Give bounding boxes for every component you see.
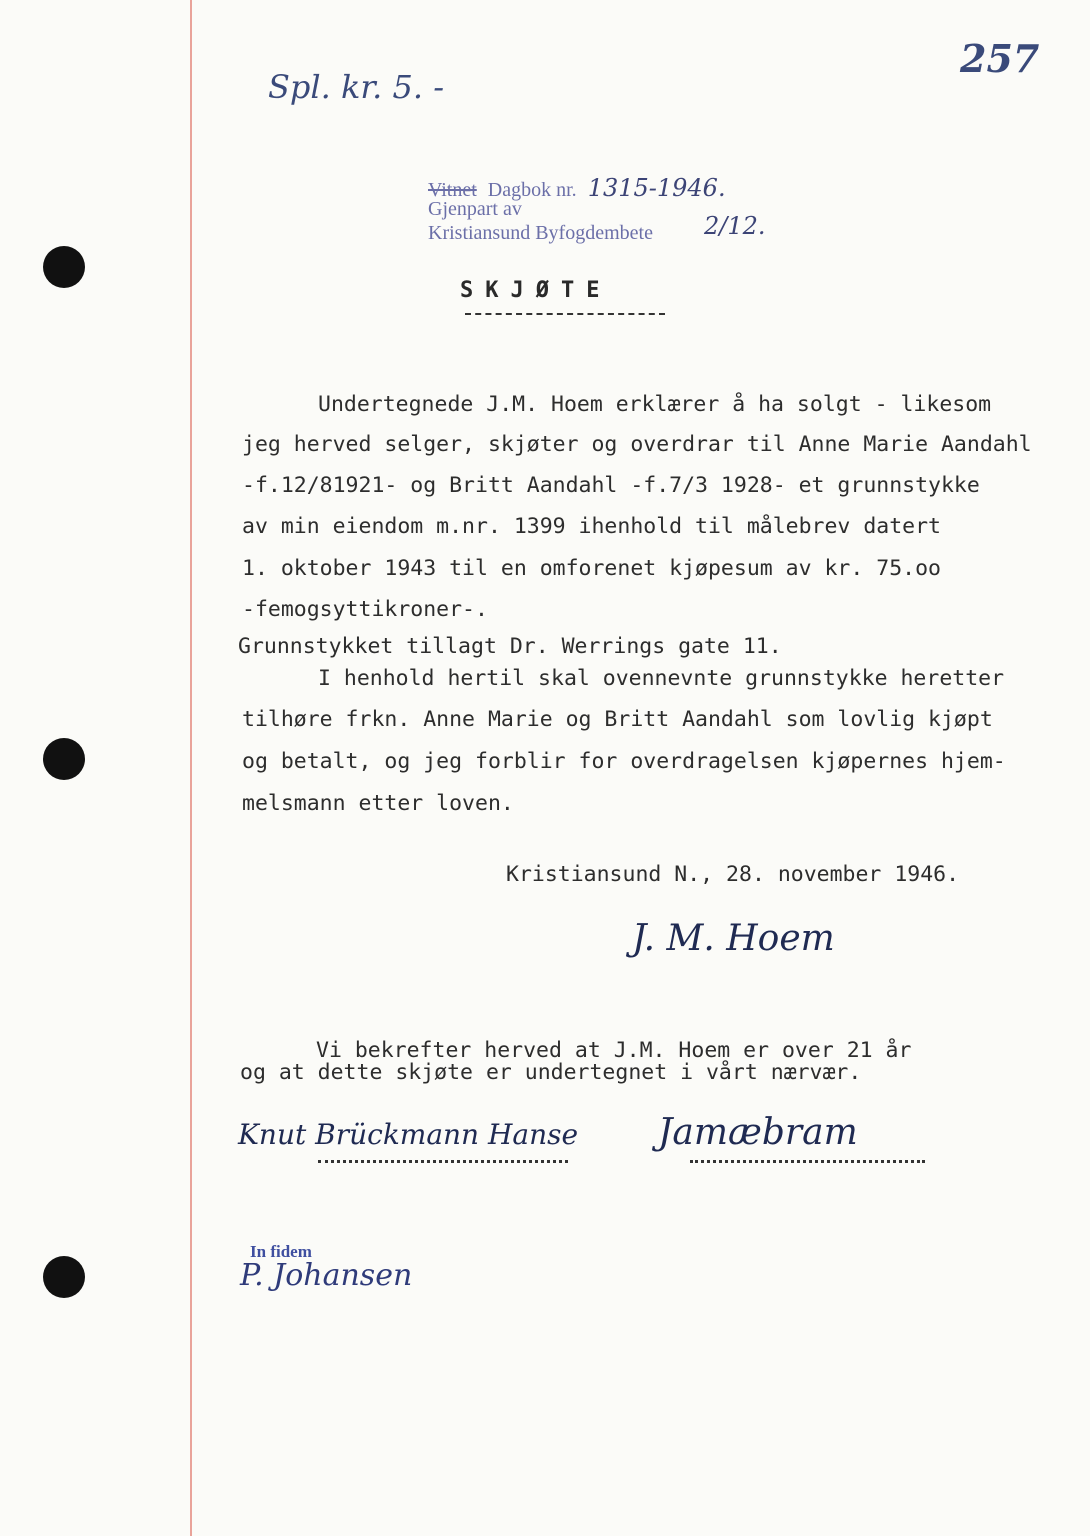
body-line: Undertegnede J.M. Hoem erklærer å ha solgt - likesom <box>318 392 992 417</box>
witness-line: Vi bekrefter herved at J.M. Hoem er over 21 år <box>316 1038 912 1063</box>
stamp-date-handwritten: 2/12. <box>704 212 766 240</box>
body-line: melsmann etter loven. <box>242 791 514 816</box>
margin-rule <box>190 0 192 1536</box>
punch-hole-top <box>43 246 85 288</box>
body-line: 1. oktober 1943 til en omforenet kjøpesum av kr. 75.oo <box>242 556 941 581</box>
body-line: av min eiendom m.nr. 1399 ihenhold til målebrev datert <box>242 514 941 539</box>
body-line: I henhold hertil skal ovennevnte grunnstykke heretter <box>318 666 1005 691</box>
body-line: -f.12/81921- og Britt Aandahl -f.7/3 1928- et grunnstykke <box>242 473 980 498</box>
body-line: jeg herved selger, skjøter og overdrar til Anne Marie Aandahl <box>242 432 1032 457</box>
document-title: SKJØTE <box>460 278 612 303</box>
page-number: 257 <box>960 36 1040 81</box>
witness-signature-1: Knut Brückmann Hanse <box>238 1118 579 1151</box>
seller-signature: J. M. Hoem <box>632 918 835 959</box>
in-fidem-signature: P. Johansen <box>240 1258 413 1293</box>
witness-dotted-line-1 <box>318 1160 568 1163</box>
punch-hole-bottom <box>43 1256 85 1298</box>
stamp-struck-word: Vitnet <box>428 179 477 201</box>
place-date: Kristiansund N., 28. november 1946. <box>506 862 960 887</box>
stamp-line-3: Kristiansund Byfogdembete <box>428 222 653 244</box>
in-fidem-stamp: In fidem <box>250 1242 312 1261</box>
body-line: tilhøre frkn. Anne Marie og Britt Aandahl som lovlig kjøpt <box>242 707 993 732</box>
top-annotation: Spl. kr. 5. - <box>268 68 445 106</box>
title-underline <box>465 313 665 315</box>
witness-signature-2: Jamæbram <box>658 1112 858 1153</box>
punch-hole-middle <box>43 738 85 780</box>
stamp-dagbok-number: 1315-1946. <box>587 174 726 202</box>
witness-line: og at dette skjøte er undertegnet i vårt nærvær. <box>240 1060 862 1085</box>
body-line: Grunnstykket tillagt Dr. Werrings gate 11. <box>238 634 782 659</box>
stamp-dagbok-label: Dagbok nr. <box>487 179 577 201</box>
stamp-line-2: Gjenpart av <box>428 198 522 220</box>
body-line: og betalt, og jeg forblir for overdragelsen kjøpernes hjem- <box>242 749 1006 774</box>
office-stamp <box>428 160 788 270</box>
body-line: -femogsyttikroner-. <box>242 597 488 622</box>
witness-dotted-line-2 <box>690 1160 925 1163</box>
